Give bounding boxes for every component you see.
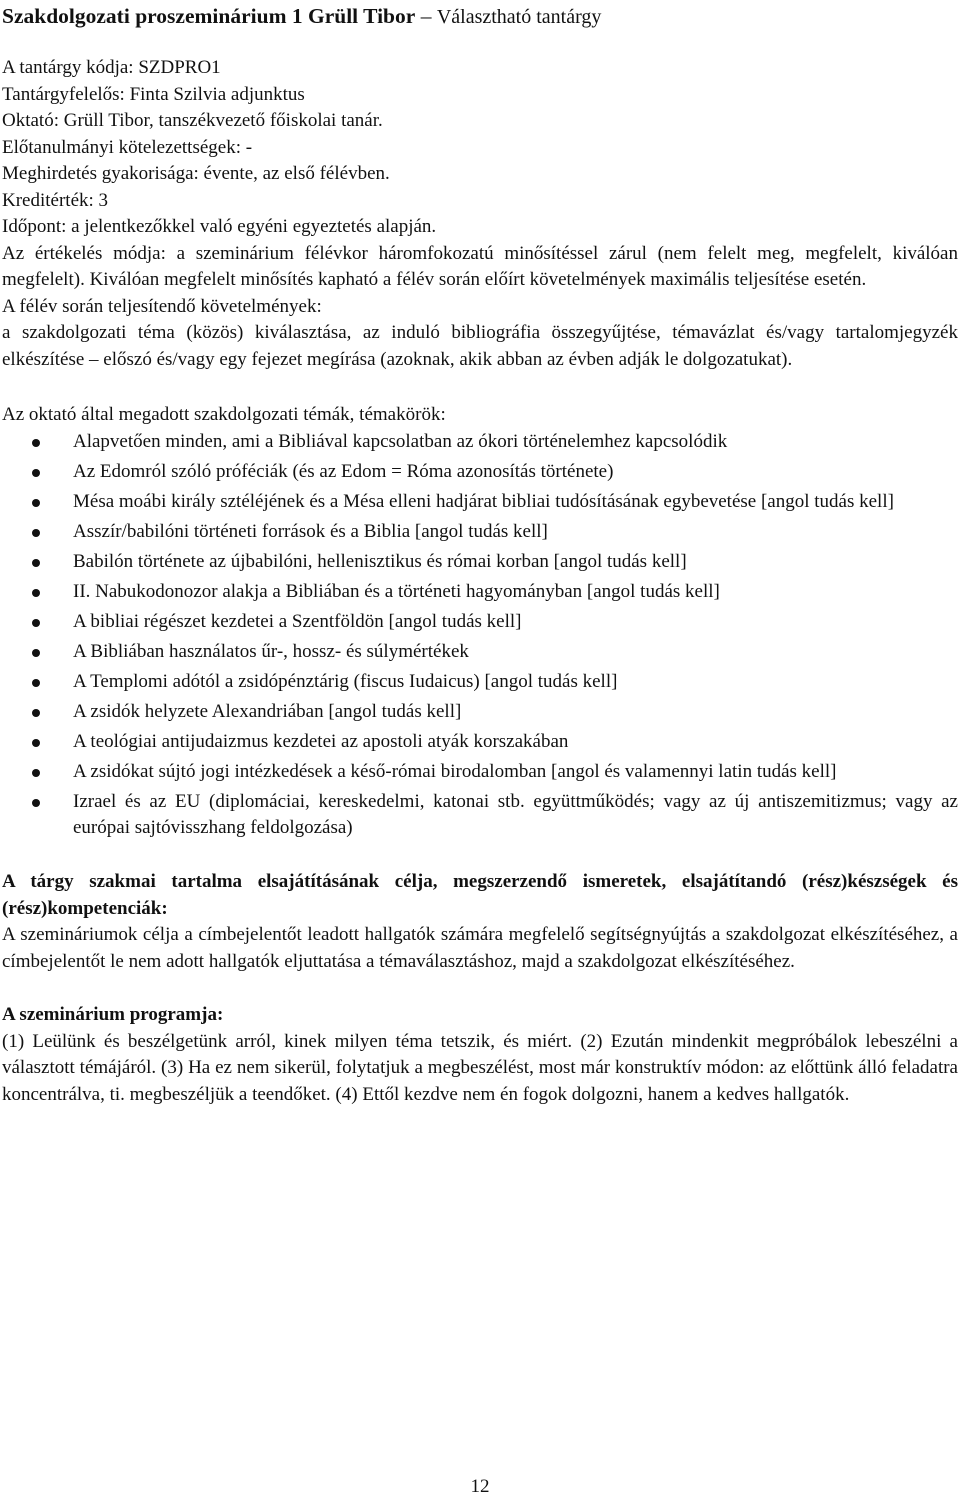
list-item — [2, 669, 958, 696]
topic-text: A zsidók helyzete Alexandriában [angol tudás kell] — [73, 700, 462, 722]
topic-text: Az Edomról szóló próféciák (és az Edom = Róma azonosítás története) — [73, 460, 614, 482]
bullet-icon — [32, 499, 40, 507]
course-title: Szakdolgozati proszeminárium 1 Grüll Tibor — [2, 4, 416, 28]
topic-text: Mésa moábi király sztéléjének és a Mésa elleni hadjárat bibliai tudósításának egybevetése [angol tudás kell] — [73, 490, 894, 512]
spacer — [2, 975, 958, 1002]
title-separator: – — [415, 4, 437, 28]
list-item — [2, 759, 958, 786]
list-item — [2, 729, 958, 756]
requirements-heading: A félév során teljesítendő követelmények: — [2, 295, 322, 317]
bullet-icon — [32, 739, 40, 747]
bullet-icon — [32, 589, 40, 597]
topic-text: A bibliai régészet kezdetei a Szentföldön [angol tudás kell] — [73, 610, 522, 632]
bullet-icon — [32, 799, 40, 807]
list-item — [2, 519, 958, 546]
list-item — [2, 789, 958, 842]
document-page — [2, 0, 958, 1108]
spacer — [2, 373, 958, 402]
course-teacher: Oktató: Grüll Tibor, tanszékvezető főiskolai tanár. — [2, 110, 383, 131]
topic-text: Alapvetően minden, ami a Bibliával kapcsolatban az ókori történelemhez kapcsolódik — [73, 430, 728, 452]
course-frequency: Meghirdetés gyakorisága: évente, az első félévben. — [2, 163, 390, 184]
program-heading: A szeminárium programja: — [2, 1004, 224, 1025]
topic-text: II. Nabukodonozor alakja a Bibliában és a történeti hagyományban [angol tudás kell] — [73, 580, 720, 602]
list-item — [2, 429, 958, 456]
requirements-text: a szakdolgozati téma (közös) kiválasztása, az induló bibliográfia összegyűjtése, témavázlat és/vagy tartalomjegyzék elkészítése – előszó és/vagy egy fejezet megírása (azoknak, akik abban az évben adják le dolgozatukat). — [2, 322, 958, 370]
topic-text: Asszír/babilóni történeti források és a Biblia [angol tudás kell] — [73, 520, 548, 542]
course-credits: Kreditérték: 3 — [2, 189, 109, 211]
bullet-icon — [32, 439, 40, 447]
bullet-icon — [32, 649, 40, 657]
topic-text: A zsidókat sújtó jogi intézkedések a késő-római birodalomban [angol és valamennyi latin tudás kell] — [73, 760, 837, 782]
page-title — [2, 0, 958, 33]
list-item — [2, 489, 958, 516]
list-item — [2, 609, 958, 636]
bullet-icon — [32, 559, 40, 567]
course-prerequisites: Előtanulmányi kötelezettségek: - — [2, 136, 253, 158]
list-item — [2, 579, 958, 606]
bullet-icon — [32, 709, 40, 717]
topic-text: A Templomi adótól a zsidópénztárig (fiscus Iudaicus) [angol tudás kell] — [73, 670, 618, 692]
goals-heading: A tárgy szakmai tartalma elsajátításának célja, megszerzendő ismeretek, elsajátítandó (rész)készségek és (rész)kompetenciák: — [2, 871, 958, 919]
topics-list — [2, 429, 958, 842]
spacer — [2, 845, 958, 869]
list-item — [2, 699, 958, 726]
bullet-icon — [32, 529, 40, 537]
program-text: (1) Leülünk és beszélgetünk arról, kinek milyen téma tetszik, és miért. (2) Ezután mindenkit megpróbálok lebeszélni a választott témájáról. (3) Ha ez nem sikerül, folytatjuk a megbeszélést, most már konstruktív módon: az előttünk álló feladatra koncentrálva, ti. megbeszéljük a teendőket. (4) Ettől kezdve nem én fogok dolgozni, hanem a kedves hallgatók. — [2, 1030, 958, 1105]
list-item — [2, 639, 958, 666]
topic-text: Izrael és az EU (diplomáciai, kereskedelmi, katonai stb. együttműködés; vagy az új antiszemitizmus; vagy az európai sajtóvisszhang feldolgozása) — [73, 790, 958, 838]
evaluation-paragraph: Az értékelés módja: a szeminárium félévkor háromfokozatú minősítéssel zárul (nem felelt meg, megfelelt, kiválóan megfelelt). Kiválóan megfelelt minősítés kapható a félév során előírt követelmények maximális teljesítése esetén. — [2, 242, 958, 290]
course-type: Választható tantárgy — [436, 6, 602, 28]
list-item — [2, 459, 958, 486]
topic-text: A Bibliában használatos űr-, hossz- és súlymértékek — [73, 640, 469, 662]
goals-text: A szemináriumok célja a címbejelentőt leadott hallgatók számára megfelelő segítségnyújtás a szakdolgozat elkészítéséhez, a címbejelentőt le nem adott hallgatók eljuttatása a témaválasztáshoz, majd a szakdolgozat elkészítéséhez. — [2, 924, 958, 972]
bullet-icon — [32, 619, 40, 627]
topic-text: A teológiai antijudaizmus kezdetei az apostoli atyák korszakában — [73, 730, 569, 752]
course-responsible: Tantárgyfelelős: Finta Szilvia adjunktus — [2, 83, 305, 105]
topic-text: Babilón története az újbabilóni, hellenisztikus és római korban [angol tudás kell] — [73, 550, 687, 572]
list-item — [2, 549, 958, 576]
bullet-icon — [32, 469, 40, 477]
bullet-icon — [32, 679, 40, 687]
course-metadata — [2, 55, 958, 241]
page-number: 12 — [470, 1476, 490, 1497]
course-time: Időpont: a jelentkezőkkel való egyéni egyeztetés alapján. — [2, 216, 437, 237]
topics-heading: Az oktató által megadott szakdolgozati témák, témakörök: — [2, 404, 446, 425]
course-code: A tantárgy kódja: SZDPRO1 — [2, 57, 221, 78]
bullet-icon — [32, 769, 40, 777]
